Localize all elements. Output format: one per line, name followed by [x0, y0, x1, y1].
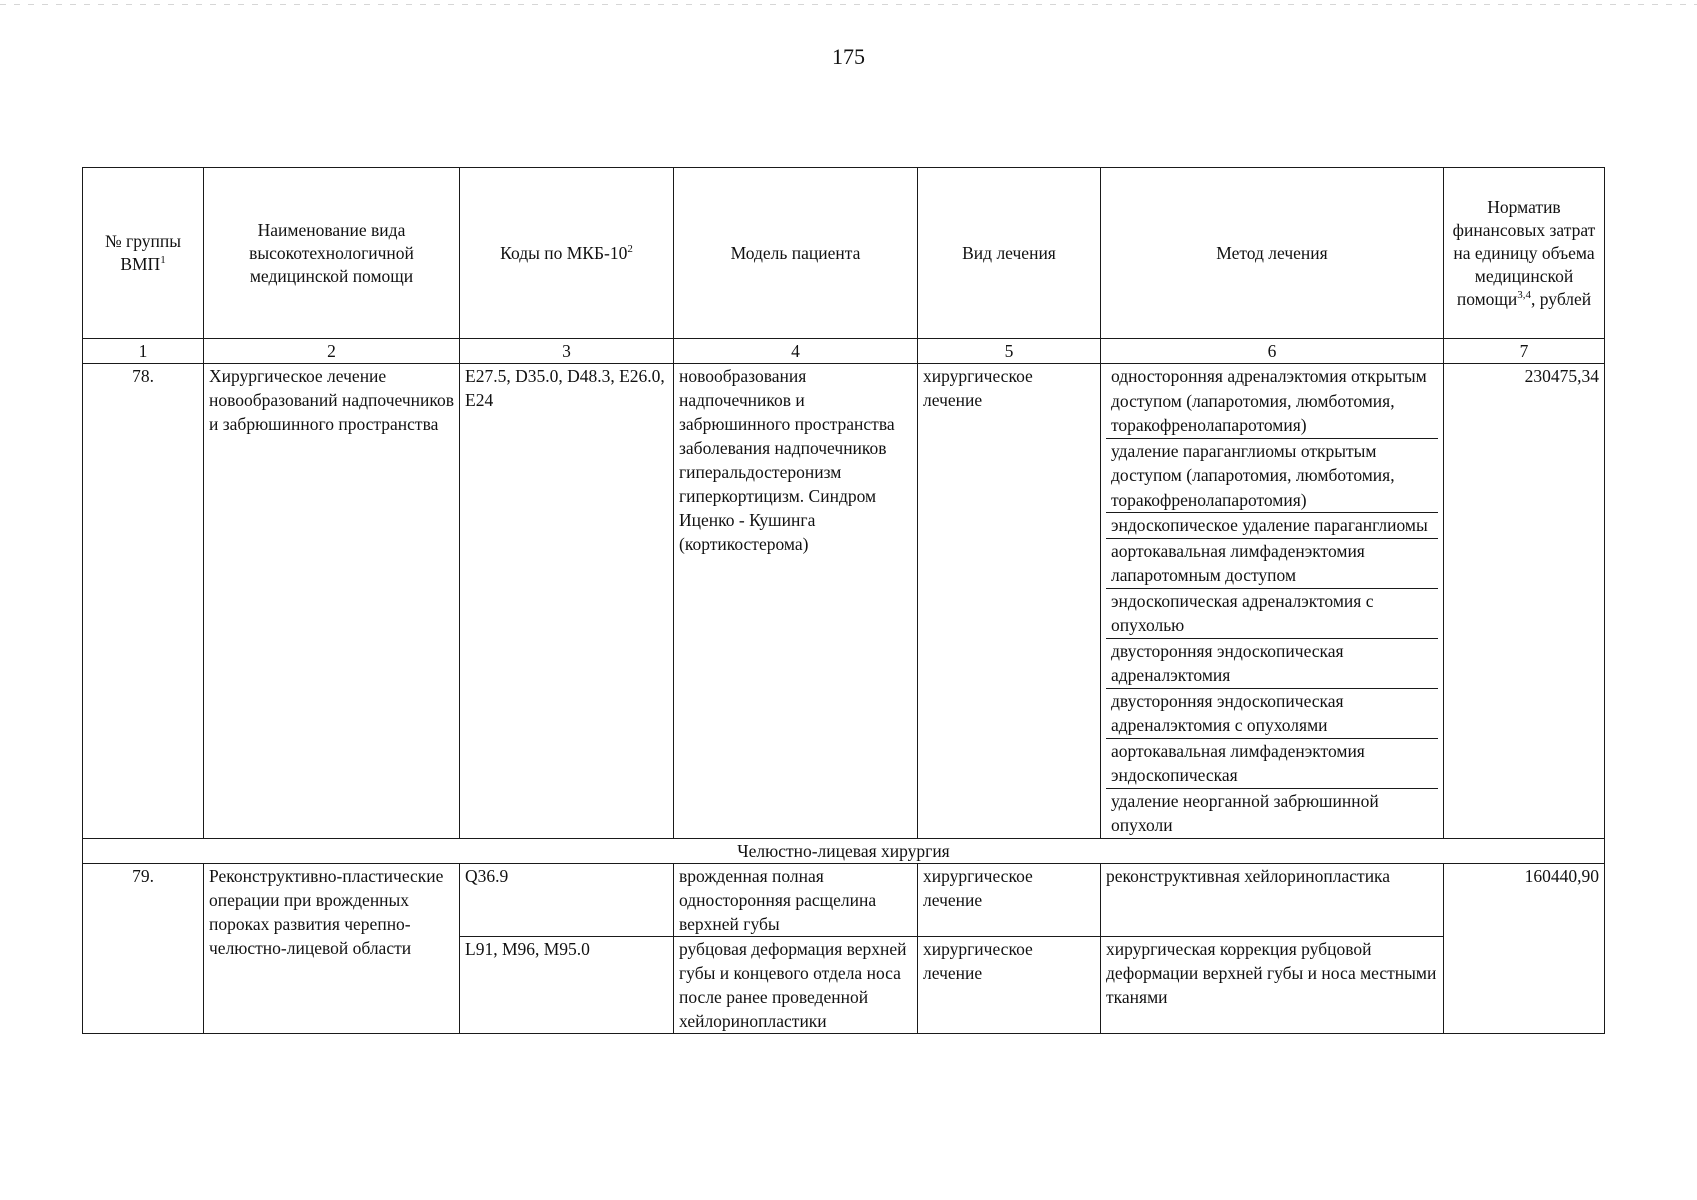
section-title: Челюстно-лицевая хирургия	[83, 838, 1605, 863]
method-item: двусторонняя эндоскопическая адреналэктомия	[1106, 639, 1438, 689]
row78-group: 78.	[83, 364, 204, 839]
row79-cost: 160440,90	[1444, 863, 1605, 1033]
row78-codes: E27.5, D35.0, D48.3, E26.0, E24	[460, 364, 674, 839]
row78-model: новообразования надпочечников и забрюшинного пространства заболевания надпочечников гиперальдостеронизм гиперкортицизм. Синдром Иценко - Кушинга (кортикостерома)	[674, 364, 918, 839]
column-number: 5	[918, 339, 1101, 364]
row79-codes: L91, M96, M95.0	[460, 936, 674, 1033]
row78-methods	[1101, 364, 1444, 839]
header-treatment: Вид лечения	[918, 168, 1101, 339]
column-number: 7	[1444, 339, 1605, 364]
method-item: эндоскопическая адреналэктомия с опухолью	[1106, 589, 1438, 639]
method-item: односторонняя адреналэктомия открытым доступом (лапаротомия, люмботомия, торакофренолапаротомия)	[1106, 364, 1438, 439]
scan-artifact-line	[0, 4, 1697, 5]
row79-method: хирургическая коррекция рубцовой деформации верхней губы и носа местными тканями	[1101, 936, 1444, 1033]
page-number: 175	[832, 44, 865, 69]
row79-method: реконструктивная хейлоринопластика	[1101, 863, 1444, 936]
table-row-79	[83, 863, 1605, 936]
vmp-table	[82, 167, 1605, 1034]
row79-model: рубцовая деформация верхней губы и концевого отдела носа после ранее проведенной хейлоринопластики	[674, 936, 918, 1033]
row79-codes: Q36.9	[460, 863, 674, 936]
row79-treatment: хирургическое лечение	[918, 863, 1101, 936]
row78-treatment: хирургическое лечение	[918, 364, 1101, 839]
method-item: двусторонняя эндоскопическая адреналэктомия с опухолями	[1106, 689, 1438, 739]
method-item: удаление параганглиомы открытым доступом (лапаротомия, люмботомия, торакофренолапаротомия)	[1106, 439, 1438, 514]
column-number: 3	[460, 339, 674, 364]
table-row-78	[83, 364, 1605, 839]
row78-name: Хирургическое лечение новообразований надпочечников и забрюшинного пространства	[204, 364, 460, 839]
header-codes: Коды по МКБ-$10^2$	[460, 168, 674, 339]
header-name: Наименование вида высокотехнологичной медицинской помощи	[204, 168, 460, 339]
method-item: аортокавальная лимфаденэктомия эндоскопическая	[1106, 739, 1438, 789]
section-row	[83, 838, 1605, 863]
table-header-row	[83, 168, 1605, 339]
column-number: 4	[674, 339, 918, 364]
row78-cost: 230475,34	[1444, 364, 1605, 839]
column-number: 6	[1101, 339, 1444, 364]
column-number: 1	[83, 339, 204, 364]
row79-treatment: хирургическое лечение	[918, 936, 1101, 1033]
header-method: Метод лечения	[1101, 168, 1444, 339]
header-model: Модель пациента	[674, 168, 918, 339]
method-item: аортокавальная лимфаденэктомия лапаротомным доступом	[1106, 539, 1438, 589]
header-group: № группы ВМП$^1$	[83, 168, 204, 339]
column-number-row	[83, 339, 1605, 364]
method-item: удаление неорганной забрюшинной опухоли	[1111, 790, 1379, 835]
column-number: 2	[204, 339, 460, 364]
row79-name: Реконструктивно-пластические операции при врожденных пороках развития черепно-челюстно-лицевой области	[204, 863, 460, 1033]
header-cost: Норматив финансовых затрат на единицу объема медицинской помощи$^{3,4}$, рублей	[1444, 168, 1605, 339]
row79-group: 79.	[83, 863, 204, 1033]
method-item: эндоскопическое удаление параганглиомы	[1106, 513, 1438, 539]
row79-model: врожденная полная односторонняя расщелина верхней губы	[674, 863, 918, 936]
